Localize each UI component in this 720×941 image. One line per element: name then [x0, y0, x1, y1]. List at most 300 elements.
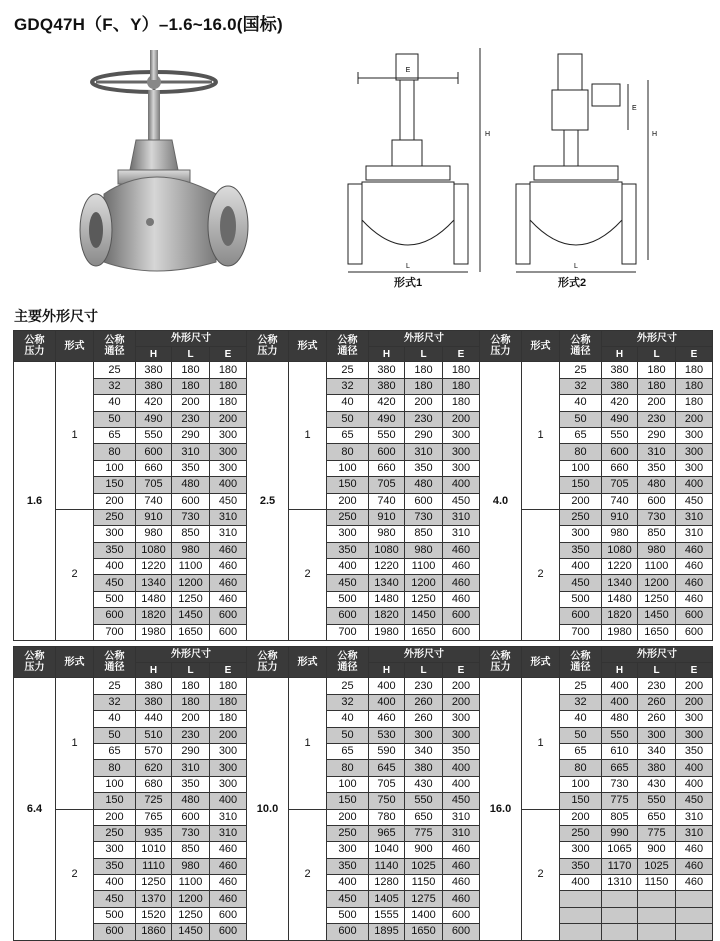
cell-l: 1650 [405, 924, 443, 940]
cell-dn: 32 [94, 694, 136, 710]
cell-h: 1220 [369, 559, 405, 575]
cell-e: 460 [443, 591, 480, 607]
cell-e: 600 [443, 907, 480, 923]
cell-dn: 250 [327, 509, 369, 525]
cell-h: 990 [602, 825, 638, 841]
cell-l: 775 [638, 825, 676, 841]
cell-l: 290 [638, 427, 676, 443]
cell-h: 1480 [602, 591, 638, 607]
cell-e: 400 [443, 776, 480, 792]
cell-e: 310 [210, 526, 247, 542]
cell-l: 290 [172, 427, 210, 443]
cell-e: 200 [676, 411, 713, 427]
header-h: H [136, 347, 172, 362]
cell-h: 1895 [369, 924, 405, 940]
cell-e: 180 [443, 395, 480, 411]
cell-dn: 200 [94, 493, 136, 509]
cell-e: 400 [676, 760, 713, 776]
cell-h: 980 [136, 526, 172, 542]
section-title: 主要外形尺寸 [14, 308, 98, 324]
cell-l: 480 [172, 477, 210, 493]
cell-h [602, 907, 638, 923]
header-h: H [369, 347, 405, 362]
cell-h: 1220 [136, 559, 172, 575]
header-l: L [638, 347, 676, 362]
header-dn: 公称 通径 [327, 331, 369, 362]
cell-h: 1980 [369, 624, 405, 640]
cell-e: 400 [210, 477, 247, 493]
cell-dn: 80 [560, 444, 602, 460]
cell-dn [560, 891, 602, 907]
cell-dn: 300 [560, 526, 602, 542]
cell-dn: 65 [327, 743, 369, 759]
cell-h: 1010 [136, 842, 172, 858]
cell-l: 230 [172, 411, 210, 427]
cell-e: 310 [210, 825, 247, 841]
cell-dn: 25 [327, 678, 369, 694]
cell-e: 460 [210, 542, 247, 558]
cell-dn: 300 [327, 842, 369, 858]
header-dn: 公称 通径 [94, 331, 136, 362]
header-e: E [443, 663, 480, 678]
cell-h: 620 [136, 760, 172, 776]
cell-e: 180 [210, 378, 247, 394]
cell-l: 1250 [405, 591, 443, 607]
cell-l: 180 [638, 362, 676, 378]
cell-dn: 100 [560, 776, 602, 792]
cell-h: 740 [602, 493, 638, 509]
cell-l: 1650 [405, 624, 443, 640]
cell-dn: 600 [94, 608, 136, 624]
header-l: L [638, 663, 676, 678]
cell-h: 1280 [369, 875, 405, 891]
table-row [14, 362, 713, 378]
form-cell: 1 [522, 678, 560, 809]
cell-l: 1150 [638, 875, 676, 891]
table-row [14, 727, 713, 743]
cell-dn: 65 [94, 743, 136, 759]
cell-h: 600 [136, 444, 172, 460]
cell-l: 730 [405, 509, 443, 525]
cell-dn: 65 [94, 427, 136, 443]
cell-h: 550 [602, 427, 638, 443]
cell-dn: 250 [94, 825, 136, 841]
cell-dn: 350 [560, 542, 602, 558]
cell-l: 350 [638, 460, 676, 476]
cell-e: 310 [676, 809, 713, 825]
cell-e: 400 [443, 477, 480, 493]
header-dims: 外形尺寸 [369, 331, 480, 347]
cell-e: 200 [443, 694, 480, 710]
cell-l: 310 [638, 444, 676, 460]
cell-e: 180 [210, 694, 247, 710]
cell-dn: 400 [560, 875, 602, 891]
cell-l: 290 [172, 743, 210, 759]
cell-dn: 100 [94, 776, 136, 792]
cell-h [602, 891, 638, 907]
cell-l: 180 [172, 678, 210, 694]
header-pressure: 公称 压力 [480, 331, 522, 362]
cell-dn: 100 [94, 460, 136, 476]
cell-l: 1400 [405, 907, 443, 923]
cell-l: 430 [405, 776, 443, 792]
cell-dn: 450 [327, 891, 369, 907]
cell-l: 230 [638, 678, 676, 694]
cell-dn: 150 [560, 477, 602, 493]
cell-l: 1200 [172, 891, 210, 907]
header-row [14, 647, 713, 663]
cell-h: 705 [369, 776, 405, 792]
cell-e: 300 [210, 460, 247, 476]
cell-l: 650 [638, 809, 676, 825]
cell-l [638, 891, 676, 907]
table-row [14, 509, 713, 525]
cell-h: 400 [602, 694, 638, 710]
cell-dn: 40 [94, 711, 136, 727]
cell-e: 400 [676, 776, 713, 792]
cell-l: 480 [638, 477, 676, 493]
cell-l: 600 [172, 493, 210, 509]
header-form: 形式 [522, 331, 560, 362]
form-cell: 2 [522, 809, 560, 940]
cell-l: 650 [405, 809, 443, 825]
cell-h: 1140 [369, 858, 405, 874]
header-form: 形式 [522, 647, 560, 678]
cell-l: 1275 [405, 891, 443, 907]
cell-l: 180 [405, 362, 443, 378]
cell-dn: 65 [560, 743, 602, 759]
cell-e: 180 [443, 362, 480, 378]
cell-dn: 450 [94, 891, 136, 907]
cell-l: 850 [172, 526, 210, 542]
table-row [14, 608, 713, 624]
cell-dn: 50 [560, 411, 602, 427]
cell-l: 600 [638, 493, 676, 509]
cell-e: 460 [676, 591, 713, 607]
table-row [14, 907, 713, 923]
table-row [14, 624, 713, 640]
form-cell: 2 [289, 809, 327, 940]
cell-e: 310 [210, 809, 247, 825]
table-row [14, 477, 713, 493]
header-dn: 公称 通径 [560, 647, 602, 678]
pressure-cell: 16.0 [480, 678, 522, 940]
cell-dn: 100 [327, 460, 369, 476]
cell-l: 1100 [405, 559, 443, 575]
header-h: H [602, 663, 638, 678]
cell-l: 600 [172, 809, 210, 825]
cell-dn: 32 [560, 694, 602, 710]
cell-e: 310 [443, 509, 480, 525]
cell-e: 180 [210, 678, 247, 694]
table-row [14, 875, 713, 891]
header-e: E [676, 347, 713, 362]
cell-dn: 50 [560, 727, 602, 743]
cell-h: 1340 [136, 575, 172, 591]
cell-h: 705 [369, 477, 405, 493]
cell-dn: 150 [94, 477, 136, 493]
cell-h: 775 [602, 793, 638, 809]
cell-dn: 80 [94, 444, 136, 460]
cell-e: 180 [676, 378, 713, 394]
cell-e: 310 [443, 526, 480, 542]
cell-h: 530 [369, 727, 405, 743]
cell-dn: 80 [327, 444, 369, 460]
cell-dn: 300 [94, 842, 136, 858]
cell-l: 980 [172, 858, 210, 874]
spec-table-bottom [13, 646, 713, 941]
header-dims: 外形尺寸 [602, 331, 713, 347]
cell-l: 775 [405, 825, 443, 841]
cell-l: 900 [405, 842, 443, 858]
header-l: L [405, 347, 443, 362]
cell-l: 180 [172, 694, 210, 710]
cell-l: 380 [638, 760, 676, 776]
form-cell: 1 [56, 362, 94, 510]
cell-l: 230 [405, 411, 443, 427]
header-form: 形式 [56, 331, 94, 362]
cell-h: 420 [369, 395, 405, 411]
cell-dn: 500 [560, 591, 602, 607]
cell-e: 200 [443, 678, 480, 694]
form-cell: 2 [522, 509, 560, 640]
cell-e: 600 [210, 608, 247, 624]
cell-dn: 700 [560, 624, 602, 640]
cell-l: 730 [172, 825, 210, 841]
cell-h: 680 [136, 776, 172, 792]
cell-e: 460 [210, 891, 247, 907]
cell-e: 180 [443, 378, 480, 394]
cell-l: 180 [172, 362, 210, 378]
cell-h: 490 [369, 411, 405, 427]
header-e: E [210, 663, 247, 678]
table-row [14, 575, 713, 591]
table-row [14, 678, 713, 694]
header-dims: 外形尺寸 [136, 331, 247, 347]
cell-h: 550 [136, 427, 172, 443]
header-e: E [443, 347, 480, 362]
cell-l: 380 [405, 760, 443, 776]
cell-l: 1200 [405, 575, 443, 591]
cell-l: 1200 [172, 575, 210, 591]
form-cell: 2 [289, 509, 327, 640]
cell-l: 310 [172, 760, 210, 776]
pressure-cell: 2.5 [247, 362, 289, 641]
form-cell: 1 [289, 362, 327, 510]
cell-l: 850 [172, 842, 210, 858]
cell-l: 1250 [172, 907, 210, 923]
cell-e: 460 [443, 842, 480, 858]
cell-dn: 50 [327, 727, 369, 743]
cell-l: 850 [405, 526, 443, 542]
cell-e: 300 [210, 444, 247, 460]
cell-e: 310 [676, 509, 713, 525]
cell-h: 1555 [369, 907, 405, 923]
dimension-drawing [330, 40, 675, 298]
cell-e: 300 [676, 727, 713, 743]
cell-e: 300 [676, 427, 713, 443]
form-cell: 2 [56, 509, 94, 640]
cell-h: 740 [369, 493, 405, 509]
cell-dn: 400 [560, 559, 602, 575]
cell-l: 1450 [172, 924, 210, 940]
table-row [14, 411, 713, 427]
cell-h: 910 [136, 509, 172, 525]
header-form: 形式 [56, 647, 94, 678]
cell-l: 480 [172, 793, 210, 809]
cell-l: 310 [405, 444, 443, 460]
table-row [14, 776, 713, 792]
cell-e: 460 [676, 559, 713, 575]
cell-h: 660 [602, 460, 638, 476]
cell-h: 730 [602, 776, 638, 792]
cell-h: 805 [602, 809, 638, 825]
cell-dn [560, 907, 602, 923]
cell-e: 400 [676, 477, 713, 493]
cell-e [676, 907, 713, 923]
cell-e: 460 [443, 575, 480, 591]
cell-l: 350 [405, 460, 443, 476]
table-row [14, 760, 713, 776]
cell-l: 1450 [172, 608, 210, 624]
cell-l: 350 [172, 776, 210, 792]
cell-l: 1250 [638, 591, 676, 607]
cell-l: 200 [172, 711, 210, 727]
cell-e: 310 [210, 509, 247, 525]
cell-dn: 150 [560, 793, 602, 809]
cell-h: 705 [602, 477, 638, 493]
dim-l-label-2: L [574, 263, 578, 270]
cell-dn: 32 [327, 378, 369, 394]
cell-l [638, 907, 676, 923]
form2-caption: 形式2 [558, 277, 587, 289]
cell-e: 460 [676, 858, 713, 874]
cell-l: 1200 [638, 575, 676, 591]
cell-e: 460 [443, 858, 480, 874]
page-title: GDQ47H（F、Y）–1.6~16.0(国标) [14, 15, 283, 34]
cell-l: 550 [638, 793, 676, 809]
cell-dn: 65 [327, 427, 369, 443]
cell-e: 200 [676, 678, 713, 694]
cell-h: 1820 [136, 608, 172, 624]
cell-dn: 200 [94, 809, 136, 825]
cell-l: 300 [405, 727, 443, 743]
header-l: L [405, 663, 443, 678]
cell-dn: 80 [327, 760, 369, 776]
cell-e: 600 [443, 624, 480, 640]
cell-dn: 50 [94, 727, 136, 743]
cell-l: 730 [172, 509, 210, 525]
cell-e: 600 [676, 624, 713, 640]
cell-h: 600 [369, 444, 405, 460]
table-row [14, 793, 713, 809]
cell-l: 1025 [638, 858, 676, 874]
pressure-cell: 10.0 [247, 678, 289, 940]
cell-e: 180 [210, 711, 247, 727]
cell-e: 460 [443, 891, 480, 907]
dim-e-label-1: E [405, 67, 411, 74]
cell-h: 1080 [136, 542, 172, 558]
table-row [14, 825, 713, 841]
cell-h: 400 [602, 678, 638, 694]
cell-h: 1080 [369, 542, 405, 558]
cell-dn: 450 [560, 575, 602, 591]
valve-photo [66, 42, 262, 282]
cell-e: 180 [676, 395, 713, 411]
cell-dn: 32 [94, 378, 136, 394]
cell-h: 1405 [369, 891, 405, 907]
table-row [14, 858, 713, 874]
cell-h: 380 [136, 362, 172, 378]
cell-h: 550 [602, 727, 638, 743]
cell-e: 450 [676, 493, 713, 509]
cell-h: 570 [136, 743, 172, 759]
cell-dn: 450 [94, 575, 136, 591]
cell-e: 300 [443, 711, 480, 727]
pressure-cell: 1.6 [14, 362, 56, 641]
cell-h: 1820 [369, 608, 405, 624]
cell-l: 340 [405, 743, 443, 759]
cell-l: 1450 [405, 608, 443, 624]
cell-h: 1480 [136, 591, 172, 607]
header-dims: 外形尺寸 [136, 647, 247, 663]
cell-dn: 300 [327, 526, 369, 542]
dim-h-label-2: H [652, 131, 658, 138]
cell-dn: 80 [560, 760, 602, 776]
cell-h: 965 [369, 825, 405, 841]
cell-l: 200 [172, 395, 210, 411]
cell-h: 665 [602, 760, 638, 776]
table-row [14, 460, 713, 476]
cell-e: 300 [210, 760, 247, 776]
cell-dn: 500 [327, 907, 369, 923]
table-row [14, 809, 713, 825]
cell-h: 480 [602, 711, 638, 727]
cell-e: 180 [210, 395, 247, 411]
cell-e: 200 [676, 694, 713, 710]
cell-h: 380 [136, 694, 172, 710]
cell-h: 1340 [369, 575, 405, 591]
cell-l: 980 [638, 542, 676, 558]
cell-h: 780 [369, 809, 405, 825]
cell-h: 1080 [602, 542, 638, 558]
cell-e: 180 [210, 362, 247, 378]
cell-e: 460 [676, 875, 713, 891]
cell-h: 1520 [136, 907, 172, 923]
cell-h: 490 [136, 411, 172, 427]
cell-dn: 350 [94, 542, 136, 558]
dim-e-label-2: E [632, 105, 637, 112]
table-row [14, 743, 713, 759]
cell-dn: 250 [327, 825, 369, 841]
header-e: E [676, 663, 713, 678]
cell-h: 380 [136, 378, 172, 394]
cell-e: 300 [443, 427, 480, 443]
cell-dn: 300 [94, 526, 136, 542]
cell-e: 460 [676, 842, 713, 858]
cell-dn: 40 [94, 395, 136, 411]
cell-e: 300 [210, 743, 247, 759]
cell-l: 1100 [638, 559, 676, 575]
header-dims: 外形尺寸 [602, 647, 713, 663]
cell-l: 900 [638, 842, 676, 858]
cell-h: 420 [136, 395, 172, 411]
cell-h: 1040 [369, 842, 405, 858]
cell-dn: 350 [327, 542, 369, 558]
cell-dn: 300 [560, 842, 602, 858]
header-l: L [172, 347, 210, 362]
cell-e: 460 [210, 559, 247, 575]
